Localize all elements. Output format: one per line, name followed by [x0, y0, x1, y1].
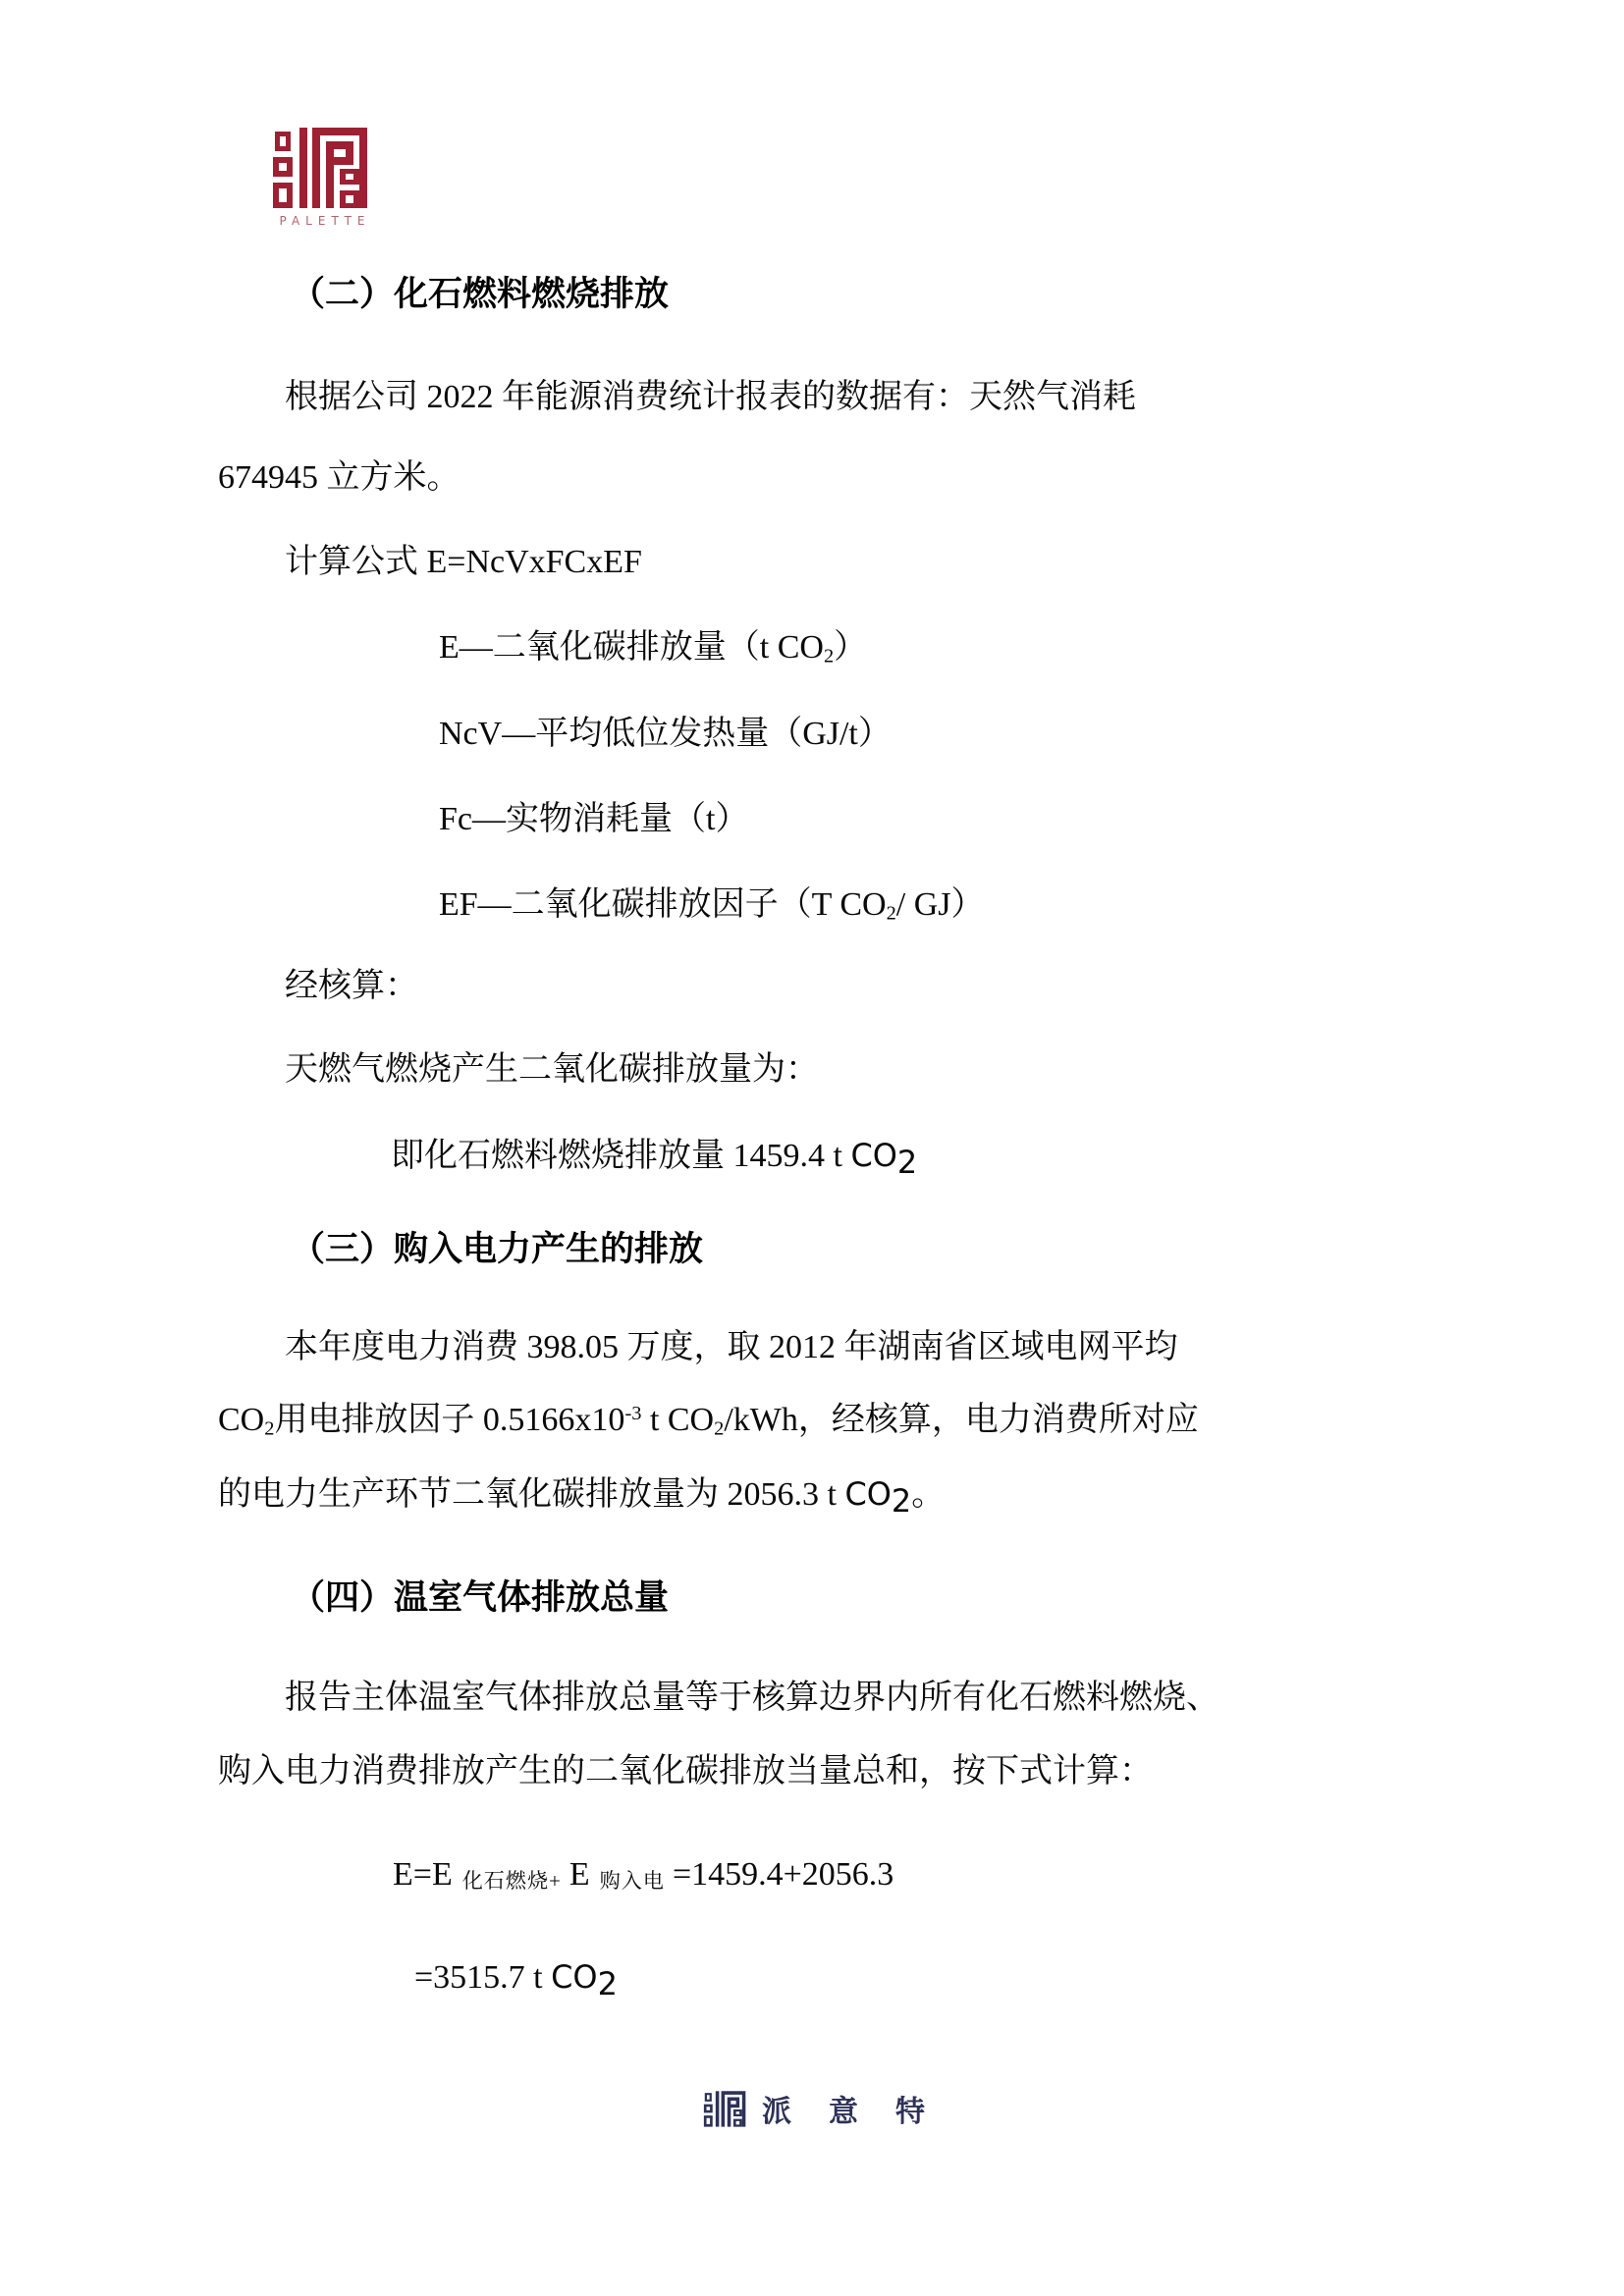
definition-ncv: NcV—平均低位发热量（GJ/t） [439, 716, 892, 752]
definition-ef-close: / GJ） [895, 886, 985, 923]
fossil-intro-line1: 根据公司 2022 年能源消费统计报表的数据有：天然气消耗 [285, 379, 1136, 415]
elec-sub1: 2 [264, 1417, 275, 1440]
elec-co1: CO [218, 1402, 265, 1438]
definition-ef-text: EF—二氧化碳排放因子（T CO [439, 886, 887, 923]
electricity-line1: 本年度电力消费 398.05 万度，取 2012 年湖南省区域电网平均 [285, 1329, 1178, 1365]
total-line1: 报告主体温室气体排放总量等于核算边界内所有化石燃料燃烧、 [285, 1680, 1219, 1716]
definition-fc: Fc—实物消耗量（t） [439, 801, 749, 837]
equation-values: =1459.4+2056.3 [672, 1856, 894, 1893]
elec-result-period: 。 [911, 1476, 946, 1513]
heading-purchased-electricity: （三）购入电力产生的排放 [291, 1230, 704, 1268]
palette-maze-icon [271, 124, 373, 210]
elec-result-text: 的电力生产环节二氧化碳排放量为 2056.3 t [218, 1476, 845, 1513]
electricity-line2 [218, 1401, 1199, 1439]
elec-mid1: 用电排放因子 0.5166x10 [274, 1402, 625, 1438]
electricity-line3 [218, 1475, 946, 1521]
heading-total-ghg: （四）温室气体排放总量 [291, 1578, 670, 1617]
footer-brand-name: 派意特 [762, 2096, 962, 2128]
total-line2: 购入电力消费排放产生的二氧化碳排放当量总和，按下式计算： [218, 1753, 1153, 1789]
elec-sub2: 2 [714, 1417, 725, 1440]
elec-result-co: CO [844, 1475, 892, 1513]
definition-e [439, 628, 867, 667]
elec-result-subscript: 2 [891, 1482, 912, 1521]
fossil-intro-line2: 674945 立方米。 [218, 459, 460, 496]
footer-maze-icon [703, 2089, 748, 2128]
footer-brand-block [703, 2087, 962, 2130]
fossil-result-subscript: 2 [896, 1144, 918, 1182]
equation-mid: E [568, 1856, 590, 1893]
definition-e-close: ） [834, 629, 868, 666]
gas-result-intro: 天燃气燃烧产生二氧化碳排放量为： [285, 1051, 819, 1088]
equation-total-value: =3515.7 t [414, 1959, 552, 1996]
palette-logo [271, 124, 373, 228]
definition-ef-subscript: 2 [886, 902, 896, 925]
equation-sub-electricity: 购入电 [599, 1868, 665, 1893]
palette-wordmark: PALETTE [279, 214, 371, 228]
fossil-result-text: 即化石燃料燃烧排放量 1459.4 t [391, 1138, 851, 1174]
fossil-emission-result [391, 1137, 918, 1182]
heading-fossil-fuel-emissions: （二）化石燃料燃烧排放 [291, 275, 670, 313]
elec-exponent: -3 [624, 1402, 642, 1424]
total-equation-line2 [414, 1958, 618, 2003]
definition-ef [439, 885, 985, 924]
formula-line: 计算公式 E=NcVxFCxEF [285, 544, 642, 580]
equation-total-subscript: 2 [597, 1965, 618, 2003]
check-line: 经核算： [285, 968, 418, 1004]
equation-sub-fossil: 化石燃烧+ [461, 1868, 562, 1893]
equation-head: E=E [393, 1856, 453, 1893]
equation-total-co: CO [551, 1958, 598, 1996]
elec-mid2: t CO [641, 1402, 715, 1438]
definition-e-text: E—二氧化碳排放量（t CO [439, 629, 824, 666]
fossil-result-co: CO [850, 1137, 897, 1174]
definition-e-subscript: 2 [823, 645, 835, 667]
elec-tail: /kWh，经核算，电力消费所对应 [724, 1402, 1199, 1438]
total-equation-line1 [393, 1855, 893, 1894]
